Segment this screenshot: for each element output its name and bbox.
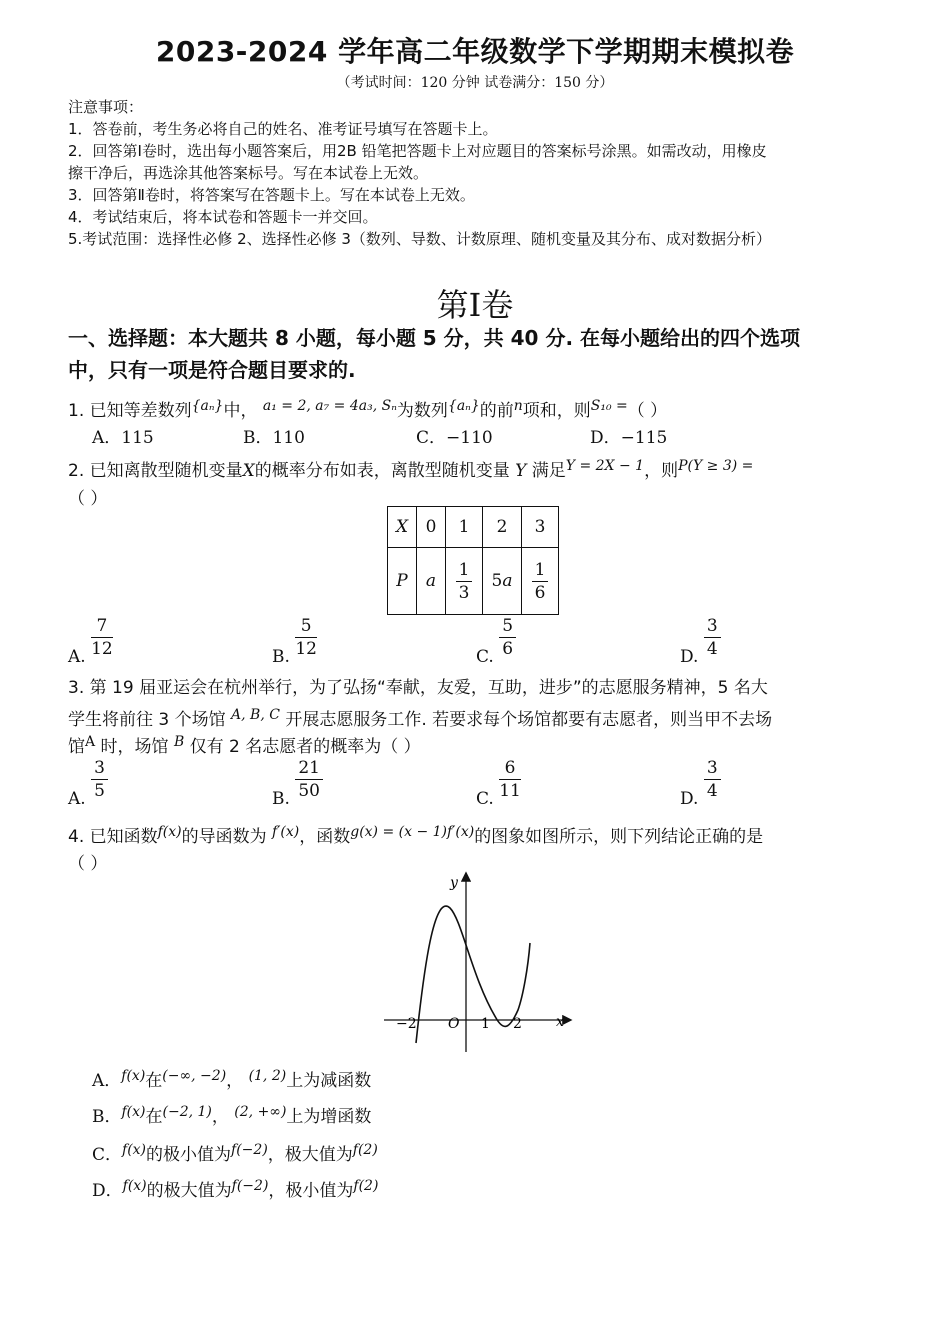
q4-option-a: A．$^{f(x)}$在$^{(-\infty, -2)}$， $^{(1, 2)}$上为减函数: [92, 1068, 372, 1091]
q2-text: ，则: [644, 461, 679, 481]
notes-item: 2．回答第Ⅰ卷时，选出每小题答案后，用2B 铅笔把答题卡上对应题目的答案标号涂黑。如需改动，用橡皮: [68, 142, 767, 160]
table-cell: [522, 548, 559, 615]
q1-option-a: A．115: [92, 428, 154, 448]
q3-option-d: D. $\frac{3}{4}$: [680, 757, 721, 802]
q1-text: 1. 已知等差数列: [68, 401, 192, 421]
q4-option-d: D．$^{f(x)}$的极大值为$^{f(-2)}$，极小值为$^{f(2)}$: [92, 1178, 379, 1201]
q1-text: 中，: [223, 401, 258, 421]
fraction: $\frac{1}{3}$: [456, 559, 473, 604]
x-label: x: [556, 1014, 564, 1030]
q2-text: 的概率分布如表，离散型随机变量: [254, 461, 510, 481]
question-2: [68, 456, 753, 481]
part-heading-line: 一、选择题：本大题共 8 小题，每小题 5 分，共 40 分. 在每小题给出的四个选项: [68, 326, 801, 350]
probability-table: [387, 506, 559, 615]
q1-math: n: [513, 398, 523, 414]
table-row: [388, 548, 559, 615]
q2-math: Y = 2X − 1: [565, 458, 645, 474]
q2-blank: （ ）: [68, 489, 108, 509]
notes-item: 1．答卷前，考生务必将自己的姓名、准考证号填写在答题卡上。: [68, 120, 498, 138]
q1-option-b: B．110: [243, 428, 305, 448]
tick-2: 2: [513, 1016, 522, 1032]
q2-math: X: [242, 461, 255, 481]
q1-math: S₁₀ =: [590, 398, 628, 414]
notes-heading: 注意事项：: [68, 98, 144, 116]
notes-item: 擦干净后，再选涂其他答案标号。写在本试卷上无效。: [68, 164, 429, 182]
table-cell: 0: [417, 507, 446, 548]
notes-item: 3．回答第Ⅱ卷时，将答案写在答题卡上。写在本试卷上无效。: [68, 186, 475, 204]
q1-math: {aₙ}: [447, 398, 480, 414]
notes-item: 4．考试结束后，将本试卷和答题卡一并交回。: [68, 208, 378, 226]
table-cell: a: [417, 548, 446, 615]
q1-text: 为数列: [396, 401, 448, 421]
q2-option-b: B. $\frac{5}{12}$: [272, 616, 317, 667]
notes-item: 5.考试范围：选择性必修 2、选择性必修 3（数列、导数、计数原理、随机变量及其分布、成对数据分析）: [68, 230, 771, 248]
part-heading-line: 中，只有一项是符合题目要求的.: [68, 358, 356, 382]
exam-subtitle: （考试时间：120 分钟 试卷满分：150 分）: [336, 75, 614, 91]
exam-title: 2023-2024 学年高二年级数学下学期期末模拟卷: [155, 35, 795, 68]
q2-option-a: A. $\frac{7}{12}$: [68, 616, 113, 667]
tick-1: 1: [481, 1016, 490, 1032]
q1-text: 的前: [479, 401, 514, 421]
q1-text: （ ）: [627, 401, 668, 421]
question-1: [68, 396, 667, 421]
q2-option-c: C. $\frac{5}{6}$: [476, 615, 516, 660]
q3-option-b: B. $\frac{21}{50}$: [272, 757, 323, 802]
notes: [68, 96, 771, 250]
section-title: 第I卷: [436, 286, 514, 324]
table-cell: 5a: [483, 548, 522, 615]
q1-text: 项和，则: [522, 401, 591, 421]
q1-option-c: C．−110: [416, 428, 493, 448]
origin-label: O: [448, 1016, 460, 1032]
table-cell: 2: [483, 507, 522, 548]
q2-math: P(Y ≥ 3) =: [678, 458, 754, 474]
y-label: y: [450, 875, 458, 891]
q3-option-a: A. $\frac{3}{5}$: [68, 757, 108, 802]
q2-math: Y: [515, 461, 527, 481]
q2-text: 2. 已知离散型随机变量: [68, 461, 243, 481]
question-3-line3: 馆$^A$ 时，场馆 $^B$ 仅有 2 名志愿者的概率为（ ）: [68, 734, 421, 757]
q3-option-c: C. $\frac{6}{11}$: [476, 758, 521, 809]
part-heading: [68, 322, 800, 386]
table-row: [388, 507, 559, 548]
q2-option-d: D. $\frac{3}{4}$: [680, 615, 721, 660]
table-cell: [446, 548, 483, 615]
table-cell: 3: [522, 507, 559, 548]
q4-blank: （ ）: [68, 854, 108, 874]
tick-neg2: −2: [396, 1016, 417, 1032]
table-cell: P: [388, 548, 417, 615]
question-3-line1: 3. 第 19 届亚运会在杭州举行，为了弘扬“奉献，友爱，互助，进步”的志愿服务精神，5 名大: [68, 678, 768, 698]
q1-math: {aₙ}: [191, 398, 224, 414]
q4-option-c: C．$^{f(x)}$的极小值为$^{f(-2)}$，极大值为$^{f(2)}$: [92, 1142, 378, 1165]
fraction: $\frac{1}{6}$: [532, 559, 549, 604]
table-cell: X: [388, 507, 417, 548]
q2-text: 满足: [531, 461, 566, 481]
question-3-line2: 学生将前往 3 个场馆 $^{A, B, C}$ 开展志愿服务工作. 若要求每个场馆都要有志愿者，则当甲不去场: [68, 707, 773, 730]
table-cell: 1: [446, 507, 483, 548]
q1-option-d: D．−115: [590, 428, 668, 448]
function-graph: [380, 868, 580, 1056]
q4-option-b: B．$^{f(x)}$在$^{(-2, 1)}$， $^{(2, +\infty)}$上为增函数: [92, 1104, 372, 1127]
q1-math: a₁ = 2, a₇ = 4a₃, Sₙ: [262, 398, 397, 414]
question-4: 4. 已知函数$^{f(x)}$的导函数为 $^{f'(x)}$，函数$^{g(x) = (x - 1)f'(x)}$的图象如图所示，则下列结论正确的是: [68, 824, 764, 847]
